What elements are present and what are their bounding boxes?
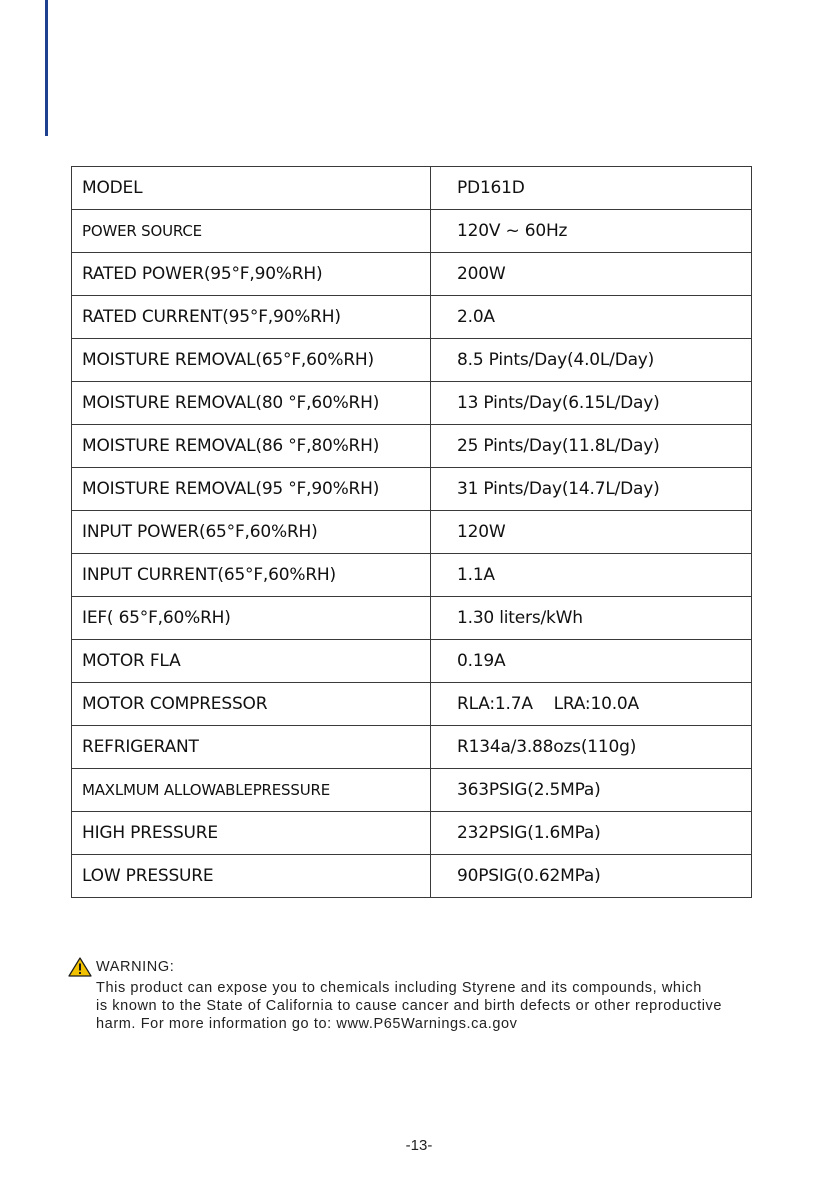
spec-label-motor-compressor: MOTOR COMPRESSOR (72, 683, 431, 726)
specifications-table (71, 166, 752, 898)
spec-label-moisture-removal-95: MOISTURE REMOVAL(95 °F,90%RH) (72, 468, 431, 511)
spec-label-input-power: INPUT POWER(65°F,60%RH) (72, 511, 431, 554)
warning-notice (68, 957, 798, 1033)
spec-value-model: PD161D (431, 167, 752, 210)
spec-label-max-allowable-pressure: MAXLMUM ALLOWABLEPRESSURE (72, 769, 431, 812)
spec-value-low-pressure: 90PSIG(0.62MPa) (431, 855, 752, 898)
spec-value-motor-compressor: RLA:1.7A LRA:10.0A (431, 683, 752, 726)
table-row (72, 683, 752, 726)
spec-value-moisture-removal-65: 8.5 Pints/Day(4.0L/Day) (431, 339, 752, 382)
spec-value-rated-power: 200W (431, 253, 752, 296)
table-row (72, 769, 752, 812)
table-row (72, 554, 752, 597)
spec-label-low-pressure: LOW PRESSURE (72, 855, 431, 898)
table-row (72, 253, 752, 296)
table-row (72, 382, 752, 425)
spec-value-moisture-removal-80: 13 Pints/Day(6.15L/Day) (431, 382, 752, 425)
warning-line: This product can expose you to chemicals including Styrene and its compounds, which (96, 980, 702, 996)
spec-label-refrigerant: REFRIGERANT (72, 726, 431, 769)
spec-label-rated-current: RATED CURRENT(95°F,90%RH) (72, 296, 431, 339)
spec-label-ief: IEF( 65°F,60%RH) (72, 597, 431, 640)
spec-label-moisture-removal-65: MOISTURE REMOVAL(65°F,60%RH) (72, 339, 431, 382)
spec-label-rated-power: RATED POWER(95°F,90%RH) (72, 253, 431, 296)
table-row (72, 597, 752, 640)
table-row (72, 339, 752, 382)
table-row (72, 425, 752, 468)
table-row (72, 468, 752, 511)
table-row (72, 855, 752, 898)
page-number: -13- (405, 1137, 433, 1154)
spec-value-refrigerant: R134a/3.88ozs(110g) (431, 726, 752, 769)
spec-value-moisture-removal-95: 31 Pints/Day(14.7L/Day) (431, 468, 752, 511)
spec-label-power-source: POWER SOURCE (72, 210, 431, 253)
table-row (72, 812, 752, 855)
spec-label-moisture-removal-86: MOISTURE REMOVAL(86 °F,80%RH) (72, 425, 431, 468)
table-row (72, 210, 752, 253)
spec-value-input-current: 1.1A (431, 554, 752, 597)
spec-label-moisture-removal-80: MOISTURE REMOVAL(80 °F,60%RH) (72, 382, 431, 425)
spec-label-model: MODEL (72, 167, 431, 210)
warning-text (96, 979, 798, 1033)
margin-accent-bar (45, 0, 48, 136)
warning-line: is known to the State of California to cause cancer and birth defects or other reproductive (96, 998, 723, 1014)
warning-header (68, 957, 798, 977)
spec-label-high-pressure: HIGH PRESSURE (72, 812, 431, 855)
spec-value-moisture-removal-86: 25 Pints/Day(11.8L/Day) (431, 425, 752, 468)
table-row (72, 726, 752, 769)
spec-value-ief: 1.30 liters/kWh (431, 597, 752, 640)
spec-value-motor-fla: 0.19A (431, 640, 752, 683)
spec-value-power-source: 120V ~ 60Hz (431, 210, 752, 253)
table-row (72, 511, 752, 554)
table-row (72, 640, 752, 683)
spec-value-max-allowable-pressure: 363PSIG(2.5MPa) (431, 769, 752, 812)
spec-value-high-pressure: 232PSIG(1.6MPa) (431, 812, 752, 855)
warning-title: WARNING: (96, 959, 175, 975)
table-row (72, 296, 752, 339)
spec-label-input-current: INPUT CURRENT(65°F,60%RH) (72, 554, 431, 597)
spec-label-motor-fla: MOTOR FLA (72, 640, 431, 683)
warning-triangle-icon (68, 957, 92, 977)
table-row (72, 167, 752, 210)
warning-line: harm. For more information go to: www.P65Warnings.ca.gov (96, 1016, 518, 1032)
spec-value-rated-current: 2.0A (431, 296, 752, 339)
spec-value-input-power: 120W (431, 511, 752, 554)
